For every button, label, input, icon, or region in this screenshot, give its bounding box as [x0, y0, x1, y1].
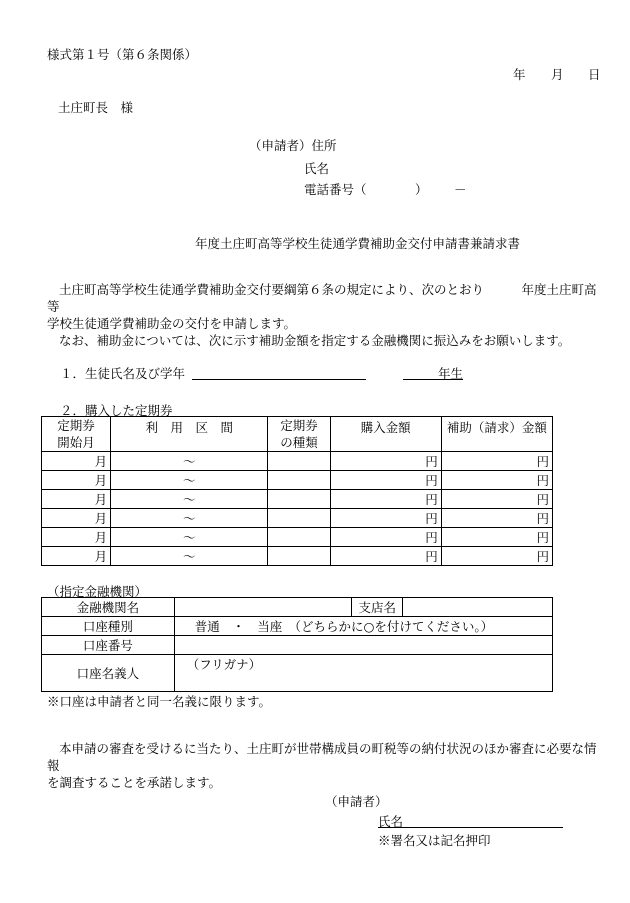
row-subsidy[interactable]: 円	[441, 528, 552, 547]
row-type[interactable]	[268, 471, 330, 490]
applicant-name-label: 氏名	[304, 161, 330, 176]
row-month[interactable]: 月	[42, 471, 111, 490]
consent-applicant-label: （申請者）	[325, 794, 388, 809]
holder-field[interactable]	[174, 655, 552, 692]
header-subsidy: 補助（請求）金額	[441, 417, 552, 452]
addressee: 土庄町長 様	[58, 100, 134, 115]
furigana-label: （フリガナ）	[186, 657, 262, 672]
header-type-line1: 定期券	[280, 418, 318, 433]
row-type[interactable]	[268, 547, 330, 566]
table-row	[42, 490, 553, 509]
header-start-month-line1: 定期券	[57, 418, 95, 433]
bank-account-number-row	[42, 636, 553, 655]
row-amount[interactable]: 円	[330, 547, 441, 566]
body-para2: なお、補助金については、次に示す補助金額を指定する金融機関に振込みをお願いします。	[59, 333, 571, 348]
date-month: 月	[551, 67, 564, 82]
row-amount[interactable]: 円	[330, 471, 441, 490]
row-subsidy[interactable]: 円	[441, 471, 552, 490]
bank-section-label: （指定金融機関）	[47, 584, 148, 599]
table-row	[42, 547, 553, 566]
institution-field[interactable]	[174, 598, 352, 617]
section1-label: １．生徒氏名及び学年	[60, 366, 186, 381]
commuter-pass-table	[41, 416, 553, 566]
account-type-label: 口座種別	[42, 617, 175, 636]
table-row	[42, 471, 553, 490]
row-subsidy[interactable]: 円	[441, 547, 552, 566]
applicant-phone-dash: －	[454, 182, 467, 197]
row-route[interactable]: ～	[111, 452, 268, 471]
consent-name-field[interactable]	[378, 812, 563, 828]
row-route[interactable]: ～	[111, 528, 268, 547]
row-month[interactable]: 月	[42, 547, 111, 566]
consent-paragraph	[47, 740, 607, 791]
header-route: 利 用 区 間	[111, 417, 268, 452]
body-para1-line1: 土庄町高等学校生徒通学費補助金交付要綱第６条の規定により、次のとおり 年度土庄町高等	[47, 282, 597, 314]
branch-label: 支店名	[352, 598, 403, 617]
body-para1-line2: 学校生徒通学費補助金の交付を申請します。	[47, 316, 297, 331]
row-type[interactable]	[268, 509, 330, 528]
table-row	[42, 528, 553, 547]
row-subsidy[interactable]: 円	[441, 490, 552, 509]
row-type[interactable]	[268, 528, 330, 547]
row-type[interactable]	[268, 490, 330, 509]
section2-label: ２．購入した定期券	[60, 403, 173, 418]
signature-note: ※署名又は記名押印	[378, 833, 491, 848]
applicant-phone-label: 電話番号（	[304, 182, 367, 197]
row-type[interactable]	[268, 452, 330, 471]
row-amount[interactable]: 円	[330, 490, 441, 509]
row-subsidy[interactable]: 円	[441, 509, 552, 528]
table-row	[42, 452, 553, 471]
account-type-options[interactable]: 普通 ・ 当座 （どちらかに○を付けてください。）	[174, 617, 552, 636]
header-type	[268, 417, 330, 452]
row-month[interactable]: 月	[42, 452, 111, 471]
row-month[interactable]: 月	[42, 528, 111, 547]
row-month[interactable]: 月	[42, 509, 111, 528]
applicant-address-label: （申請者）住所	[249, 138, 337, 153]
row-amount[interactable]: 円	[330, 509, 441, 528]
header-amount: 購入金額	[330, 417, 441, 452]
institution-label: 金融機関名	[42, 598, 175, 617]
row-route[interactable]: ～	[111, 490, 268, 509]
row-route[interactable]: ～	[111, 547, 268, 566]
bank-institution-row	[42, 598, 553, 617]
header-start-month	[42, 417, 111, 452]
row-subsidy[interactable]: 円	[441, 452, 552, 471]
branch-field[interactable]	[403, 598, 553, 617]
grade-field[interactable]	[403, 364, 463, 380]
grade-suffix: 年生	[437, 366, 463, 381]
applicant-phone-close: ）	[415, 182, 428, 197]
row-route[interactable]: ～	[111, 509, 268, 528]
document-title: 年度土庄町高等学校生徒通学費補助金交付申請書兼請求書	[195, 236, 521, 251]
student-name-field[interactable]	[192, 364, 366, 380]
date-day: 日	[588, 67, 601, 82]
bank-table	[41, 597, 553, 692]
header-start-month-line2: 開始月	[57, 435, 95, 450]
bank-account-type-row	[42, 617, 553, 636]
row-month[interactable]: 月	[42, 490, 111, 509]
table-row	[42, 509, 553, 528]
table-header-row	[42, 417, 553, 452]
bank-holder-row	[42, 655, 553, 692]
account-number-label: 口座番号	[42, 636, 175, 655]
row-amount[interactable]: 円	[330, 452, 441, 471]
consent-line2: を調査することを承諾します。	[47, 775, 222, 790]
form-number: 様式第１号（第６条関係）	[47, 47, 198, 62]
consent-line1: 本申請の審査を受けるに当たり、土庄町が世帯構成員の町税等の納付状況のほか審査に必要な情報	[47, 741, 597, 773]
holder-label: 口座名義人	[42, 655, 175, 692]
row-amount[interactable]: 円	[330, 528, 441, 547]
row-route[interactable]: ～	[111, 471, 268, 490]
body-paragraph	[47, 281, 607, 349]
header-type-line2: の種類	[280, 435, 318, 450]
account-number-field[interactable]	[174, 636, 552, 655]
bank-note: ※口座は申請者と同一名義に限ります。	[47, 694, 272, 709]
date-year: 年	[513, 67, 526, 82]
consent-name-label: 氏名	[378, 814, 404, 829]
